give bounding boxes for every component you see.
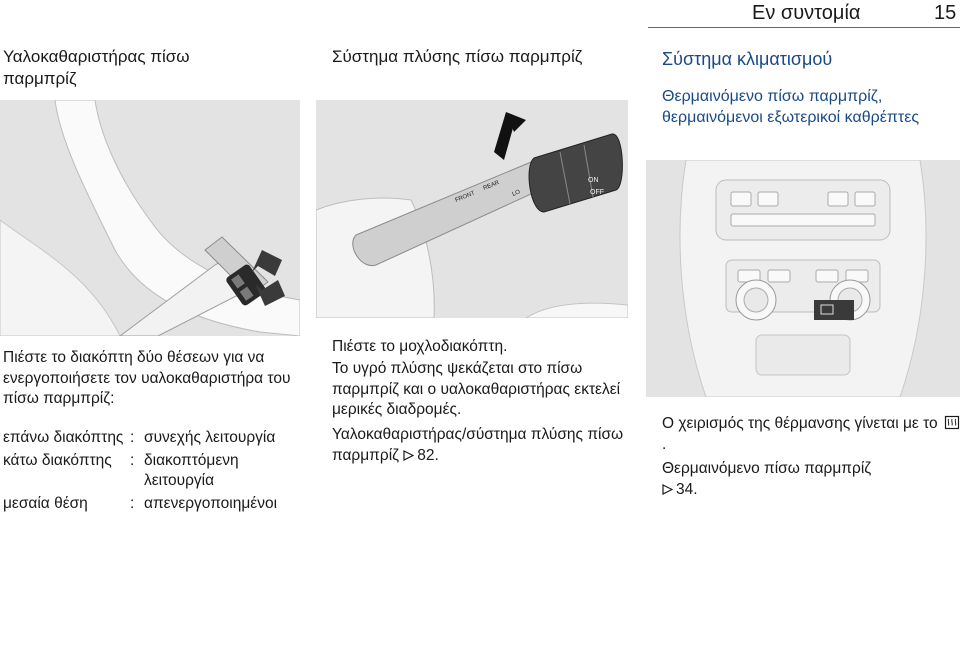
page-reference-icon (403, 450, 414, 461)
heating-operation-text (662, 414, 960, 455)
rear-washer-heading: Σύστημα πλύσης πίσω παρμπρίζ (332, 47, 583, 66)
table-row (3, 451, 304, 494)
washer-step-1: Πιέστε το μοχλοδιακόπτη. (332, 338, 508, 355)
washer-reference-text: Υαλοκαθαριστήρας/σύστημα πλύσης πίσω παρμπρίζ (332, 426, 624, 464)
table-row (3, 494, 304, 517)
stalk-label-rear: REAR (482, 180, 501, 192)
heated-window-reference-page[interactable]: 34. (676, 480, 698, 498)
stalk-label-on: ON (588, 177, 599, 184)
rear-wiper-heading: Υαλοκαθαριστήρας πίσω παρμπρίζ (3, 47, 190, 88)
washer-reference-page[interactable]: 82. (417, 446, 439, 464)
heating-operation-tail: . (662, 435, 667, 453)
washer-reference (332, 425, 632, 466)
stalk-label-front: FRONT (454, 190, 476, 204)
position-value: συνεχής λειτουργία (144, 429, 276, 446)
position-key: κάτω διακόπτης (3, 451, 112, 469)
rear-wiper-switch-figure (0, 100, 300, 336)
heated-window-reference (662, 459, 960, 500)
heating-operation-lead: Ο χειρισμός της θέρμανσης γίνεται με το (662, 415, 938, 432)
rear-wiper-intro: Πιέστε το διακόπτη δύο θέσεων για να ενεργοποιήσετε τον υαλοκαθαριστήρα του πίσω παρμπρίζ: (3, 349, 291, 407)
position-separator: : (130, 429, 135, 446)
climate-console-figure (646, 160, 960, 397)
page-number: 15 (934, 2, 957, 24)
position-value: απενεργοποιημένοι (144, 494, 278, 512)
stalk-label-lo: LO (511, 189, 522, 198)
switch-positions-table (3, 428, 304, 516)
position-value: διακοπτόμενη λειτουργία (144, 451, 239, 489)
climate-system-heading: Σύστημα κλιματισμού (662, 49, 833, 69)
washer-step-2: Το υγρό πλύσης ψεκάζεται στο πίσω παρμπρίζ και ο υαλοκαθαριστήρας εκτελεί μερικές διαδρομές. (332, 360, 621, 418)
stalk-label-off: OFF (590, 189, 604, 196)
position-key: επάνω διακόπτης (3, 429, 124, 446)
rear-window-heating-icon (944, 415, 960, 430)
table-row (3, 428, 304, 451)
position-key: μεσαία θέση (3, 494, 88, 512)
header-section-title: Εν συντομία (752, 2, 861, 24)
position-separator: : (130, 451, 135, 469)
page-reference-icon (662, 484, 673, 495)
heated-window-reference-text: Θερμαινόμενο πίσω παρμπρίζ (662, 460, 872, 477)
header-rule (648, 27, 960, 28)
position-separator: : (130, 494, 135, 512)
heated-window-subheading: Θερμαινόμενο πίσω παρμπρίζ, θερμαινόμενοι εξωτερικοί καθρέπτες (662, 88, 920, 126)
wiper-stalk-figure (316, 100, 628, 318)
